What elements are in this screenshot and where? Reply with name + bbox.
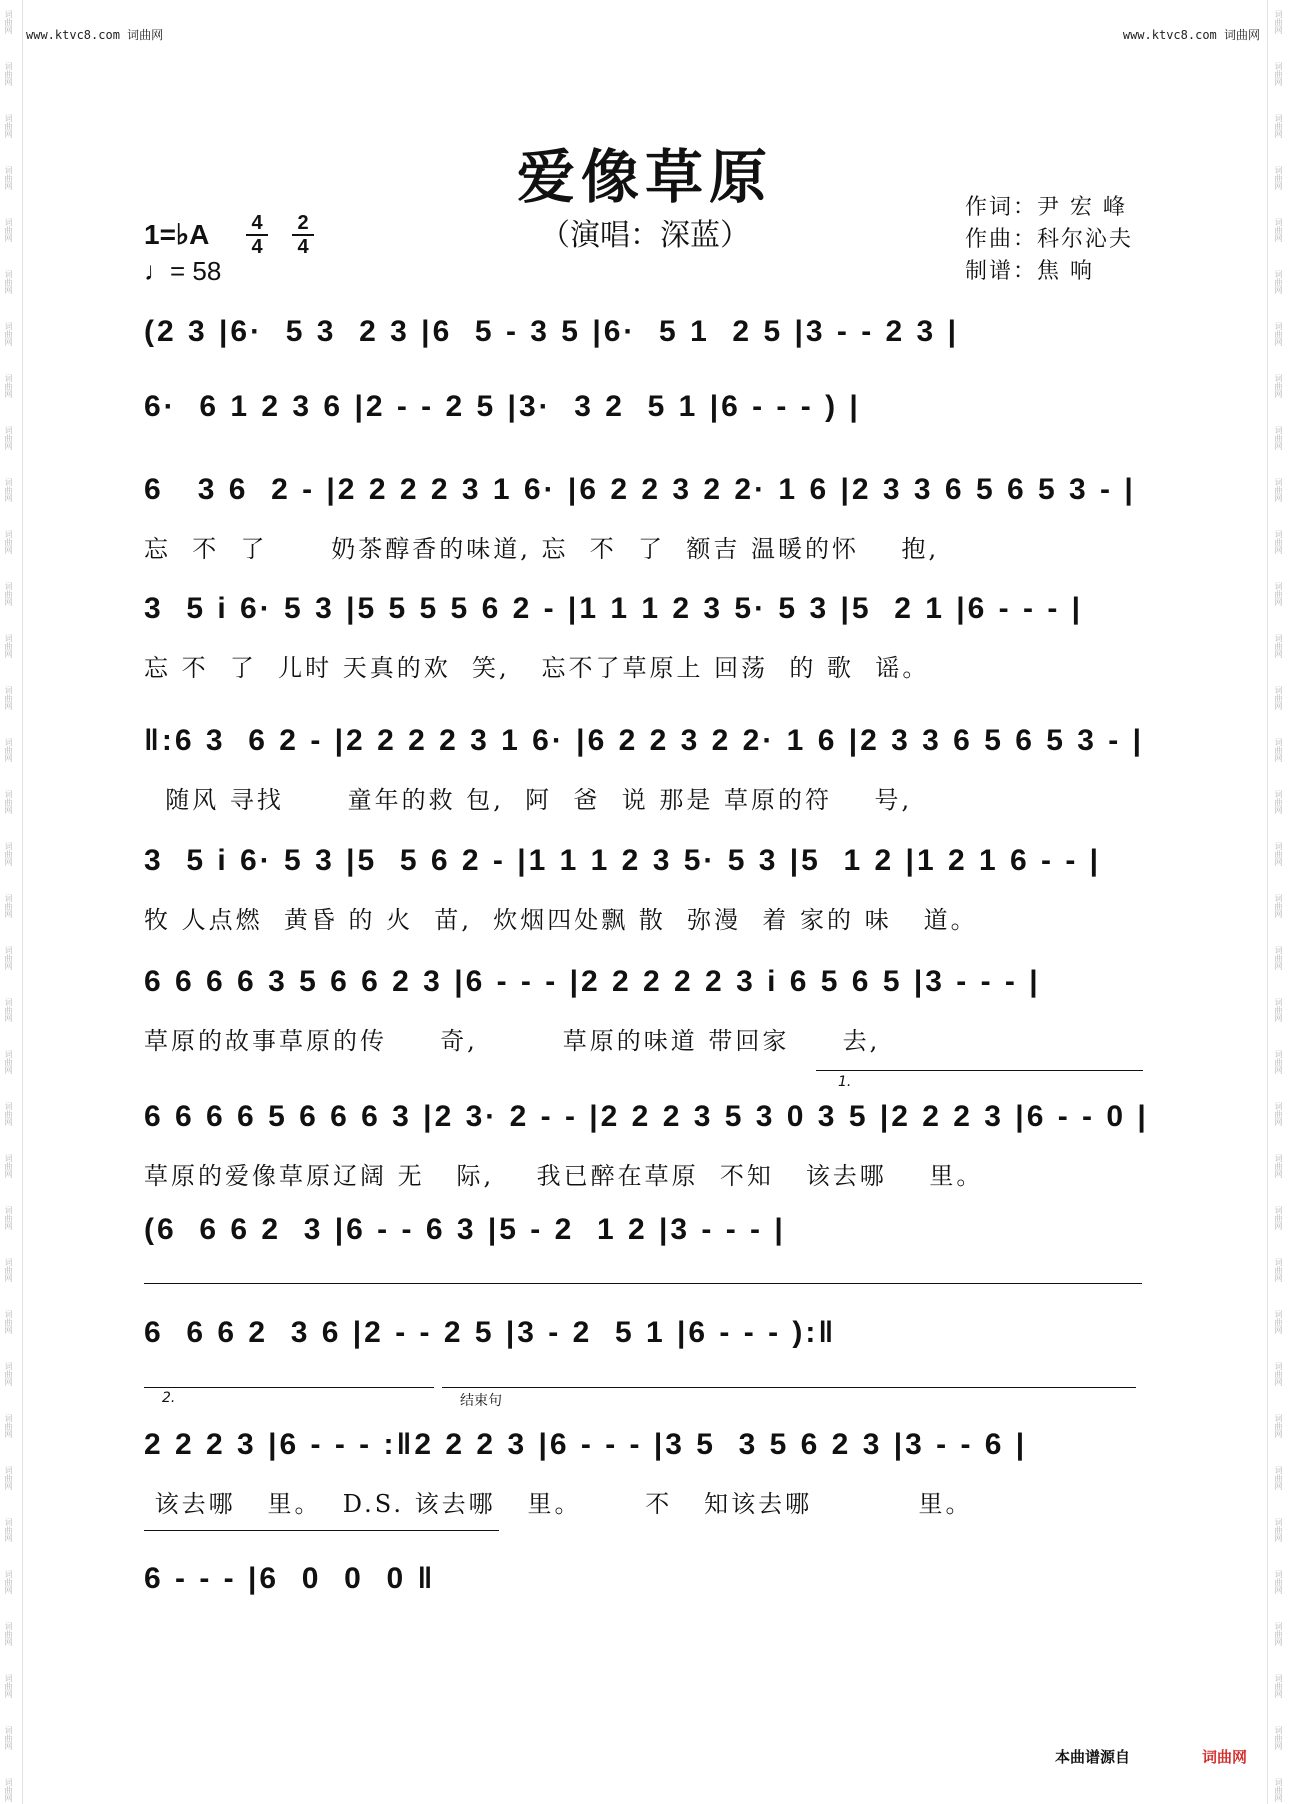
lyricist-credit: 作词：尹 宏 峰 [965, 195, 1127, 220]
side-watermark-mark: 词曲网 [1274, 426, 1283, 450]
side-watermark-mark: 词曲网 [1274, 218, 1283, 242]
key-signature: 1=♭A [144, 219, 210, 250]
side-watermark-mark: 词曲网 [1274, 634, 1283, 658]
side-watermark-mark: 词曲网 [4, 998, 13, 1022]
time-signature-b: 2 4 [292, 213, 314, 257]
side-watermark-mark: 词曲网 [1274, 790, 1283, 814]
right-border-line [1267, 0, 1268, 1804]
side-watermark-mark: 词曲网 [4, 1466, 13, 1490]
side-watermark-mark: 词曲网 [1274, 1154, 1283, 1178]
side-watermark-mark: 词曲网 [4, 1102, 13, 1126]
second-ending-bracket [144, 1387, 434, 1388]
coda-bracket [442, 1387, 1136, 1388]
side-watermark-mark: 词曲网 [1274, 686, 1283, 710]
side-watermark-mark: 词曲网 [1274, 998, 1283, 1022]
side-watermark-mark: 词曲网 [1274, 1674, 1283, 1698]
side-watermark-mark: 词曲网 [4, 10, 13, 34]
notation-line: 6 3 6 2 - |2 2 2 2 3 1 6· |6 2 2 3 2 2· 1 6 |2 3 3 6 5 6 5 3 - | [144, 473, 1136, 506]
coda-label: 结束句 [460, 1393, 502, 1409]
final-bracket [144, 1530, 499, 1531]
side-watermark-mark: 词曲网 [4, 1674, 13, 1698]
side-watermark-mark: 词曲网 [1274, 530, 1283, 554]
notation-line: 6 6 6 6 3 5 6 6 2 3 |6 - - - |2 2 2 2 2 3 i 6 5 6 5 |3 - - - | [144, 965, 1041, 998]
side-watermark-mark: 词曲网 [1274, 946, 1283, 970]
lyric-line: 忘 不 了 奶茶醇香的味道, 忘 不 了 额吉 温暖的怀 抱, [144, 535, 940, 563]
notation-line: 6 6 6 6 5 6 6 6 3 |2 3· 2 - - |2 2 2 3 5 3 0 3 5 |2 2 2 3 |6 - - 0 | [144, 1100, 1149, 1133]
lyric-line: 随风 寻找 童年的救 包, 阿 爸 说 那是 草原的符 号, [144, 786, 913, 814]
site-header-right: www.ktvc8.com 词曲网 [1122, 28, 1260, 42]
side-watermark-mark: 词曲网 [1274, 322, 1283, 346]
side-watermark-mark: 词曲网 [4, 530, 13, 554]
side-watermark-mark: 词曲网 [4, 1206, 13, 1230]
arranger-credit: 制谱：焦 响 [965, 259, 1094, 284]
second-ending-label: 2. [162, 1390, 176, 1406]
side-watermark-mark: 词曲网 [1274, 1570, 1283, 1594]
footer-source: 本曲谱源自 [1055, 1748, 1131, 1766]
side-watermark-mark: 词曲网 [1274, 894, 1283, 918]
lyric-line: 该去哪 里。 D.S. 该去哪 里。 不 知该去哪 里。 [144, 1490, 973, 1518]
side-watermark-mark: 词曲网 [4, 582, 13, 606]
side-watermark-mark: 词曲网 [4, 218, 13, 242]
side-watermark-mark: 词曲网 [4, 686, 13, 710]
left-border-line [22, 0, 23, 1804]
side-watermark-mark: 词曲网 [4, 1570, 13, 1594]
song-title: 爱像草原 [516, 143, 773, 211]
lyric-line: 草原的故事草原的传 奇, 草原的味道 带回家 去, [144, 1027, 881, 1055]
left-watermark-strip [0, 0, 20, 1804]
side-watermark-mark: 词曲网 [4, 62, 13, 86]
side-watermark-mark: 词曲网 [1274, 1310, 1283, 1334]
notation-line: 6 - - - |6 0 0 0 ‖ [144, 1562, 436, 1595]
singer-line: （演唱：深蓝） [540, 218, 750, 253]
side-watermark-mark: 词曲网 [1274, 10, 1283, 34]
notation-line: 6 6 6 2 3 6 |2 - - 2 5 |3 - 2 5 1 |6 - - - ):‖ [144, 1316, 837, 1349]
side-watermark-mark: 词曲网 [4, 842, 13, 866]
notation-line: 3 5 i 6· 5 3 |5 5 6 2 - |1 1 1 2 3 5· 5 3 |5 1 2 |1 2 1 6 - - | [144, 844, 1102, 877]
side-watermark-mark: 词曲网 [1274, 1518, 1283, 1542]
footer-brand: 词曲网 [1202, 1748, 1248, 1766]
side-watermark-mark: 词曲网 [4, 1310, 13, 1334]
side-watermark-mark: 词曲网 [4, 322, 13, 346]
side-watermark-mark: 词曲网 [4, 166, 13, 190]
composer-credit: 作曲：科尔沁夫 [965, 227, 1134, 252]
side-watermark-mark: 词曲网 [1274, 1050, 1283, 1074]
notation-line: (2 3 |6· 5 3 2 3 |6 5 - 3 5 |6· 5 1 2 5 |3 - - 2 3 | [144, 315, 959, 348]
side-watermark-mark: 词曲网 [1274, 114, 1283, 138]
side-watermark-mark: 词曲网 [4, 1362, 13, 1386]
side-watermark-mark: 词曲网 [1274, 842, 1283, 866]
notation-line: 2 2 2 3 |6 - - - :‖2 2 2 3 |6 - - - |3 5 3 5 6 2 3 |3 - - 6 | [144, 1428, 1028, 1461]
side-watermark-mark: 词曲网 [4, 790, 13, 814]
side-watermark-mark: 词曲网 [4, 634, 13, 658]
side-watermark-mark: 词曲网 [4, 1778, 13, 1802]
side-watermark-mark: 词曲网 [4, 1726, 13, 1750]
side-watermark-mark: 词曲网 [1274, 374, 1283, 398]
side-watermark-mark: 词曲网 [4, 1050, 13, 1074]
tempo-marking: ♩= 58 [144, 256, 222, 286]
first-ending-bracket [816, 1070, 1143, 1071]
side-watermark-mark: 词曲网 [1274, 738, 1283, 762]
side-watermark-mark: 词曲网 [4, 1622, 13, 1646]
time-signature-a: 4 4 [246, 213, 268, 257]
side-watermark-mark: 词曲网 [1274, 1726, 1283, 1750]
lyric-line: 草原的爱像草原辽阔 无 际, 我已醉在草原 不知 该去哪 里。 [144, 1162, 984, 1190]
side-watermark-mark: 词曲网 [1274, 1206, 1283, 1230]
notation-line: ‖:6 3 6 2 - |2 2 2 2 3 1 6· |6 2 2 3 2 2· 1 6 |2 3 3 6 5 6 5 3 - | [144, 724, 1144, 757]
side-watermark-mark: 词曲网 [1274, 1778, 1283, 1802]
first-ending-label: 1. [838, 1074, 852, 1090]
notation-line: 6· 6 1 2 3 6 |2 - - 2 5 |3· 3 2 5 1 |6 - - - ) | [144, 390, 861, 423]
lyric-line: 忘 不 了 儿时 天真的欢 笑, 忘不了草原上 回荡 的 歌 谣。 [144, 654, 930, 682]
side-watermark-mark: 词曲网 [1274, 582, 1283, 606]
side-watermark-mark: 词曲网 [1274, 1102, 1283, 1126]
side-watermark-mark: 词曲网 [1274, 1258, 1283, 1282]
site-header-left: www.ktvc8.com 词曲网 [26, 28, 164, 42]
side-watermark-mark: 词曲网 [1274, 1414, 1283, 1438]
side-watermark-mark: 词曲网 [4, 1518, 13, 1542]
right-watermark-strip [1270, 0, 1290, 1804]
side-watermark-mark: 词曲网 [1274, 1362, 1283, 1386]
side-watermark-mark: 词曲网 [1274, 1622, 1283, 1646]
side-watermark-mark: 词曲网 [4, 478, 13, 502]
side-watermark-mark: 词曲网 [4, 894, 13, 918]
side-watermark-mark: 词曲网 [1274, 62, 1283, 86]
side-watermark-mark: 词曲网 [4, 1258, 13, 1282]
side-watermark-mark: 词曲网 [1274, 270, 1283, 294]
side-watermark-mark: 词曲网 [1274, 166, 1283, 190]
side-watermark-mark: 词曲网 [1274, 1466, 1283, 1490]
side-watermark-mark: 词曲网 [4, 114, 13, 138]
side-watermark-mark: 词曲网 [1274, 478, 1283, 502]
lyric-line: 牧 人点燃 黄昏 的 火 苗, 炊烟四处飘 散 弥漫 着 家的 味 道。 [144, 906, 978, 934]
notation-line: (6 6 6 2 3 |6 - - 6 3 |5 - 2 1 2 |3 - - - | [144, 1213, 786, 1246]
side-watermark-mark: 词曲网 [4, 374, 13, 398]
notation-line: 3 5 i 6· 5 3 |5 5 5 5 6 2 - |1 1 1 2 3 5· 5 3 |5 2 1 |6 - - - | [144, 592, 1084, 625]
side-watermark-mark: 词曲网 [4, 738, 13, 762]
side-watermark-mark: 词曲网 [4, 270, 13, 294]
side-watermark-mark: 词曲网 [4, 1154, 13, 1178]
side-watermark-mark: 词曲网 [4, 946, 13, 970]
repeat-bracket-line [144, 1283, 1142, 1284]
side-watermark-mark: 词曲网 [4, 1414, 13, 1438]
side-watermark-mark: 词曲网 [4, 426, 13, 450]
